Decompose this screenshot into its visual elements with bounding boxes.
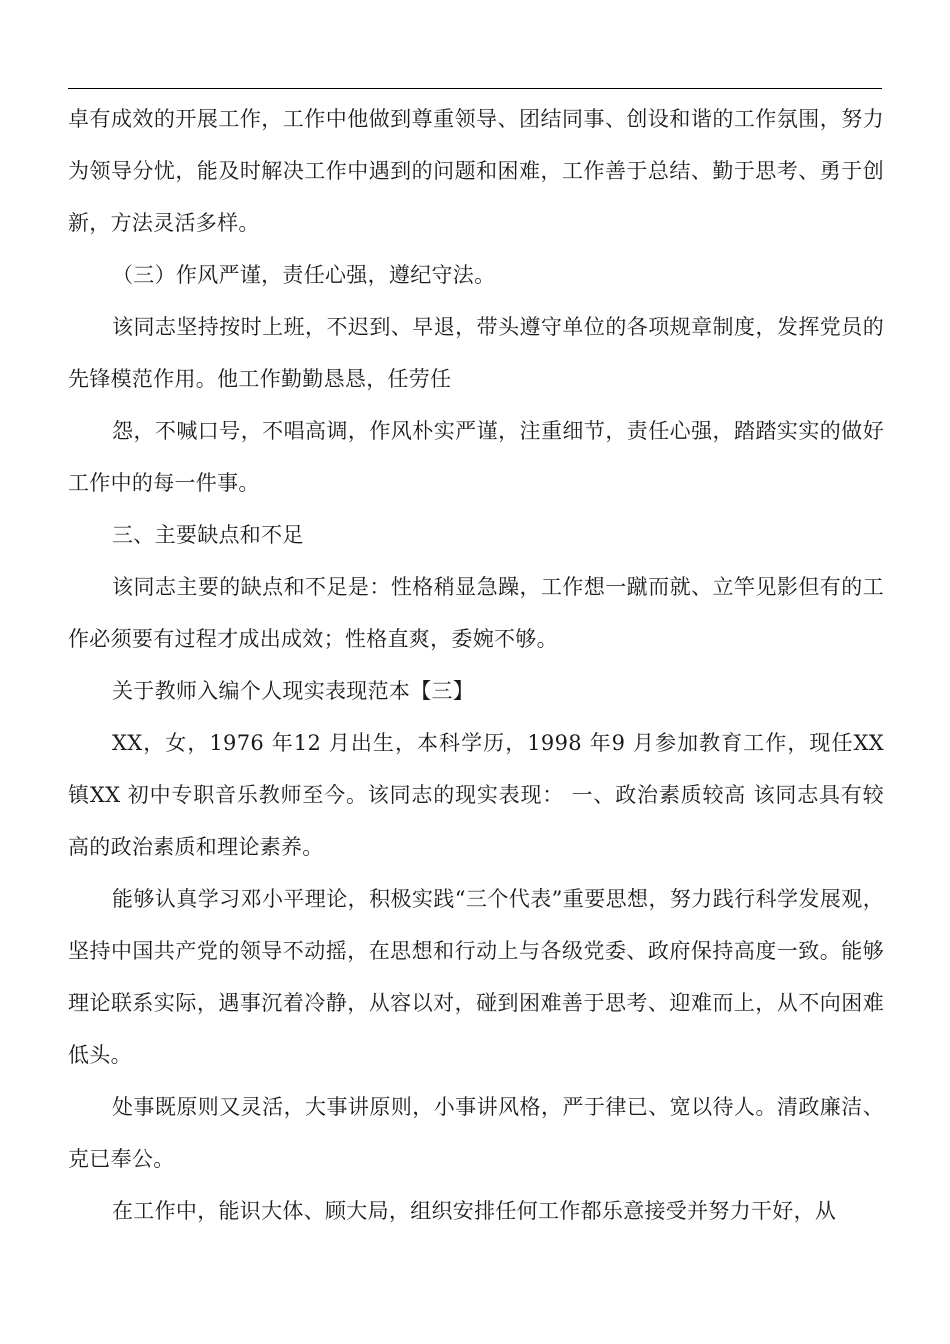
section-heading: 三、主要缺点和不足: [112, 523, 304, 547]
document-body: [68, 93, 884, 1237]
paragraph: 怨，不喊口号，不唱高调，作风朴实严谨，注重细节，责任心强，踏踏实实的做好工作中的每一件事。: [68, 419, 884, 495]
section-heading: （三）作风严谨，责任心强，遵纪守法。: [112, 263, 496, 287]
document-title: 关于教师入编个人现实表现范本【三】: [112, 679, 475, 703]
paragraph: 处事既原则又灵活，大事讲原则，小事讲风格，严于律已、宽以待人。清政廉洁、克已奉公。: [68, 1095, 884, 1171]
paragraph: 能够认真学习邓小平理论，积极实践“三个代表”重要思想，努力践行科学发展观，坚持中国共产党的领导不动摇，在思想和行动上与各级党委、政府保持高度一致。能够理论联系实际，遇事沉着冷静，从容以对，碰到困难善于思考、迎难而上，从不向困难低头。: [68, 887, 884, 1067]
paragraph: 在工作中，能识大体、顾大局，组织安排任何工作都乐意接受并努力干好，从: [112, 1199, 837, 1223]
paragraph: 卓有成效的开展工作，工作中他做到尊重领导、团结同事、创设和谐的工作氛围，努力为领导分忧，能及时解决工作中遇到的问题和困难，工作善于总结、勤于思考、勇于创新，方法灵活多样。: [68, 107, 884, 235]
paragraph: 该同志坚持按时上班，不迟到、早退，带头遵守单位的各项规章制度，发挥党员的先锋模范作用。他工作勤勤恳恳，任劳任: [68, 315, 884, 391]
header-rule: [68, 88, 882, 89]
paragraph: 该同志主要的缺点和不足是：性格稍显急躁，工作想一蹴而就、立竿见影但有的工作必须要有过程才成出成效；性格直爽，委婉不够。: [68, 575, 884, 651]
paragraph: XX，女，1976 年12 月出生，本科学历，1998 年9 月参加教育工作，现任XX 镇XX 初中专职音乐教师至今。该同志的现实表现： 一、政治素质较高 该同志具有较高的政治素质和理论素养。: [68, 731, 884, 859]
